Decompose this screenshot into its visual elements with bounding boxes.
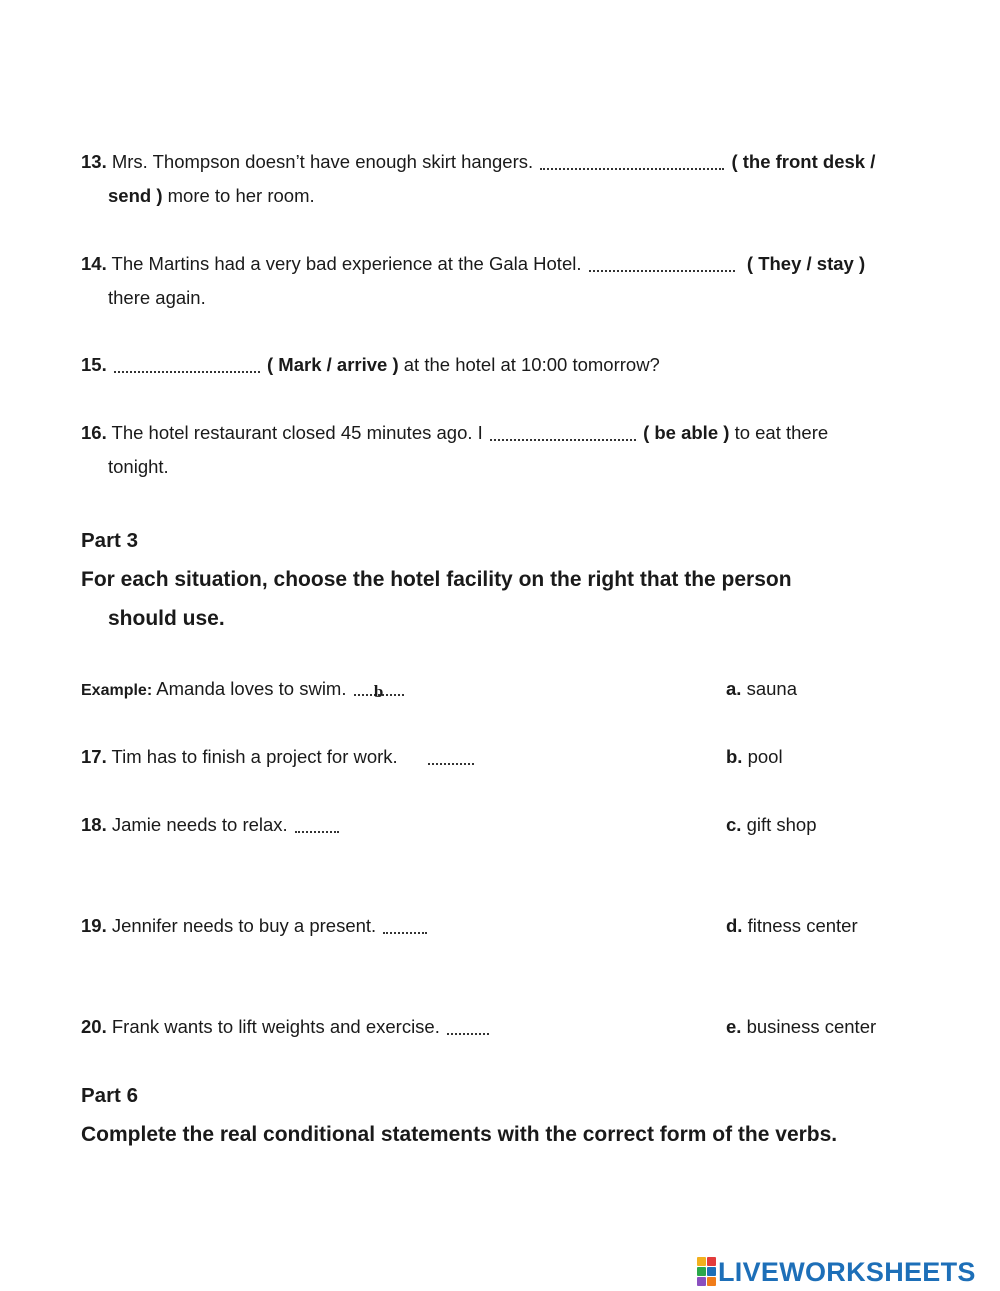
example-text: Amanda loves to swim. <box>156 678 347 699</box>
option-e <box>726 1016 876 1038</box>
question-number: 18. <box>81 814 107 835</box>
question-text: The Martins had a very bad experience at the Gala Hotel. <box>111 253 582 274</box>
answer-blank-16[interactable] <box>490 425 636 441</box>
part-3-instruction: For each situation, choose the hotel facility on the right that the person <box>81 568 792 591</box>
option-d <box>726 915 858 937</box>
question-16-line2 <box>108 456 169 478</box>
logo-block <box>697 1257 706 1266</box>
answer-blank-19[interactable] <box>383 918 427 934</box>
question-text: Tim has to finish a project for work. <box>111 746 398 767</box>
question-13 <box>81 151 875 173</box>
question-text: Jennifer needs to buy a present. <box>111 915 377 936</box>
question-text: there again. <box>108 287 206 308</box>
question-18 <box>81 814 341 836</box>
liveworksheets-logo <box>697 1257 976 1286</box>
question-16 <box>81 422 828 444</box>
question-number: 15. <box>81 354 107 375</box>
question-text: The hotel restaurant closed 45 minutes ago. I <box>111 422 483 443</box>
option-text: business center <box>746 1016 877 1037</box>
answer-blank-18[interactable] <box>295 817 339 833</box>
example-label: Example: <box>81 682 153 699</box>
example-item <box>81 678 406 702</box>
question-number: 17. <box>81 746 107 767</box>
question-text: Frank wants to lift weights and exercise. <box>111 1016 440 1037</box>
option-text: gift shop <box>746 814 817 835</box>
question-text: at the hotel at 10:00 tomorrow? <box>403 354 660 375</box>
question-14 <box>81 253 865 275</box>
example-answer: b <box>373 682 384 701</box>
option-text: pool <box>747 746 783 767</box>
verb-hint: ( be able ) <box>643 422 730 443</box>
logo-blocks-icon <box>697 1257 716 1286</box>
question-17 <box>81 746 476 768</box>
answer-blank-20[interactable] <box>447 1019 489 1035</box>
option-a <box>726 678 797 700</box>
question-text: to eat there <box>734 422 829 443</box>
verb-hint: ( Mark / arrive ) <box>267 354 399 375</box>
question-number: 14. <box>81 253 107 274</box>
question-number: 20. <box>81 1016 107 1037</box>
option-letter: e. <box>726 1016 742 1037</box>
question-text: Jamie needs to relax. <box>111 814 288 835</box>
verb-hint: ( the front desk / <box>731 151 876 172</box>
question-text: tonight. <box>108 456 169 477</box>
option-letter: a. <box>726 678 742 699</box>
part-6-instruction: Complete the real conditional statements with the correct form of the verbs. <box>81 1123 838 1146</box>
verb-hint: send ) <box>108 185 163 206</box>
question-number: 13. <box>81 151 107 172</box>
option-letter: c. <box>726 814 742 835</box>
option-text: fitness center <box>747 915 858 936</box>
option-text: sauna <box>746 678 797 699</box>
option-letter: d. <box>726 915 743 936</box>
answer-blank-14[interactable] <box>589 256 735 272</box>
question-number: 19. <box>81 915 107 936</box>
question-20 <box>81 1016 491 1038</box>
answer-blank-15[interactable] <box>114 357 260 373</box>
question-19 <box>81 915 429 937</box>
question-number: 16. <box>81 422 107 443</box>
question-15 <box>81 354 660 376</box>
logo-block <box>707 1257 716 1266</box>
option-b <box>726 746 783 768</box>
question-text: Mrs. Thompson doesn’t have enough skirt hangers. <box>111 151 534 172</box>
option-c <box>726 814 817 836</box>
logo-block <box>697 1267 706 1276</box>
logo-block <box>707 1267 716 1276</box>
answer-blank-13[interactable] <box>540 154 724 170</box>
question-14-line2 <box>108 287 206 309</box>
verb-hint: ( They / stay ) <box>746 253 866 274</box>
option-letter: b. <box>726 746 743 767</box>
logo-block <box>707 1277 716 1286</box>
answer-blank-17[interactable] <box>428 749 474 765</box>
logo-text: LIVEWORKSHEETS <box>718 1256 976 1287</box>
question-text: more to her room. <box>167 185 315 206</box>
part-3-instruction-line2: should use. <box>108 607 225 630</box>
part-6-title: Part 6 <box>81 1084 138 1107</box>
logo-block <box>697 1277 706 1286</box>
part-3-title: Part 3 <box>81 529 138 552</box>
question-13-line2 <box>108 185 315 207</box>
example-answer-blank <box>354 680 404 701</box>
